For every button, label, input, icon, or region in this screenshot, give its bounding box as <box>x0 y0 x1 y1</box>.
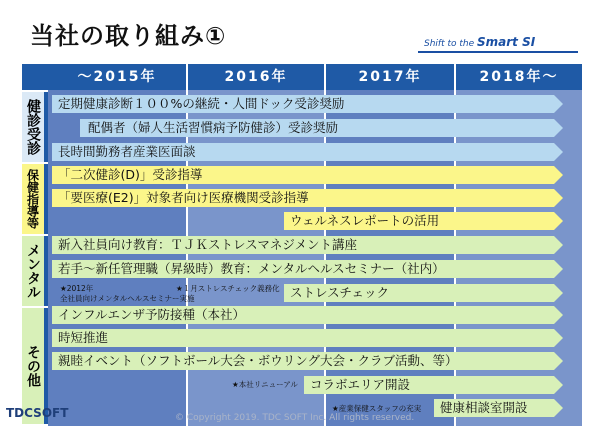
row-manager-education: 若手～新任管理職（昇級時）教育：メンタルヘルスセミナー（社内） <box>52 260 554 278</box>
copyright-text: © Copyright 2019. TDC SOFT Inc. All rights reserved. <box>175 413 415 423</box>
category-guidance: 保健指導等 <box>22 164 48 234</box>
company-logo: TDCSOFT <box>6 406 69 420</box>
note-2012: ★2012年 <box>60 284 94 293</box>
row-shorter-hours: 時短推進 <box>52 329 554 347</box>
row-stress-check: ストレスチェック <box>284 284 554 302</box>
row-annual-checkup: 定期健康診断１００%の継続・人間ドック受診奨励 <box>52 95 554 113</box>
row-spouse-checkup: 配偶者（婦人生活習慣病予防健診）受診奨励 <box>80 119 554 137</box>
row-medical-guidance: 「要医療(E2)」対象者向け医療機関受診指導 <box>52 189 554 207</box>
brand-emphasis: Smart SI <box>477 35 536 49</box>
brand-prefix: Shift to the <box>424 39 478 49</box>
note-staff-expansion: ★産業保健スタッフの充実 <box>332 404 422 413</box>
year-2017: 2017年 <box>326 64 456 90</box>
row-collab-area: コラボエリア開設 <box>304 376 554 394</box>
note-office-renewal: ★本社リニューアル <box>232 380 298 389</box>
row-flu-vaccine: インフルエンザ予防接種（本社） <box>52 306 554 324</box>
year-2018: 2018年～ <box>479 69 559 85</box>
row-wellness-report: ウェルネスレポートの活用 <box>284 212 554 230</box>
year-2015: ～2015年 <box>48 64 188 90</box>
note-stress-mandate: ★１月ストレスチェック義務化 <box>176 284 280 293</box>
row-newhire-education: 新入社員向け教育：ＴＪＫストレスマネジメント講座 <box>52 236 554 254</box>
row-social-events: 親睦イベント（ソフトボール大会・ボウリング大会・クラブ活動、等） <box>52 352 554 370</box>
note-2012-sub: 全社員向けメンタルヘルスセミナー実施 <box>60 294 195 303</box>
year-header <box>22 64 582 90</box>
year-2016: 2016年 <box>188 64 326 90</box>
row-secondary-checkup: 「二次健診(D)」受診指導 <box>52 166 554 184</box>
row-health-room: 健康相談室開設 <box>434 399 554 417</box>
row-overtime-interview: 長時間勤務者産業医面談 <box>52 143 554 161</box>
category-mental: メンタル <box>22 236 48 306</box>
brand-logo <box>418 27 578 53</box>
category-checkup: 健診受診 <box>22 92 48 162</box>
category-other: その他 <box>22 308 48 424</box>
slide-title: 当社の取り組み① <box>30 22 227 50</box>
